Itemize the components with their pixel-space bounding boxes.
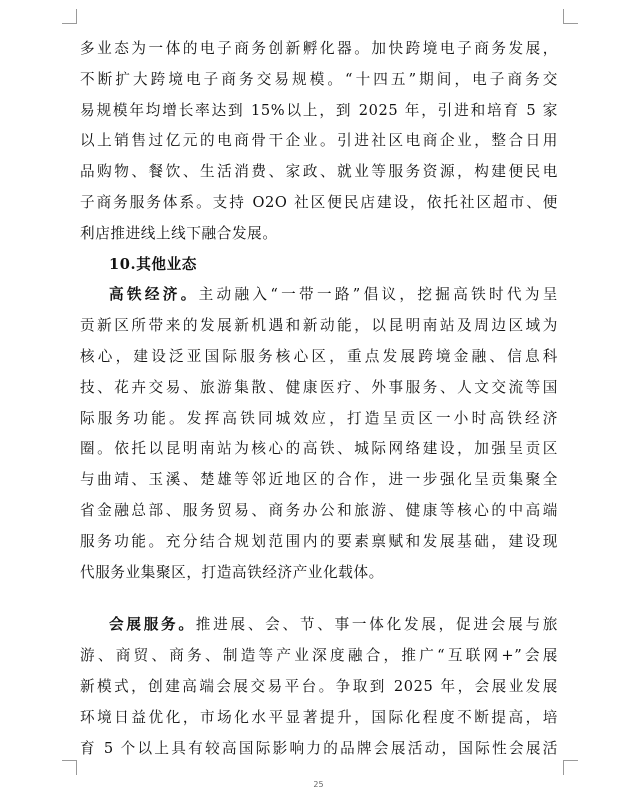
paragraph-line: 际服务功能。发挥高铁同城效应，打造呈贡区一小时高铁经济	[80, 409, 558, 427]
paragraph-line: 核心，建设泛亚国际服务核心区，重点发展跨境金融、信息科	[80, 347, 558, 365]
paragraph-line: 贡新区所带来的发展新机遇和新动能，以昆明南站及周边区域为	[80, 317, 558, 335]
paragraph-line: 新模式，创建高端会展交易平台。争取到 2025 年，会展业发展	[80, 677, 558, 695]
paragraph-line: 子商务服务体系。支持 O2O 社区便民店建设，依托社区超市、便	[80, 193, 558, 211]
paragraph-line: 省金融总部、服务贸易、商务办公和旅游、健康等核心的中高端	[80, 501, 558, 519]
paragraph-line: 圈。依托以昆明南站为核心的高铁、城际网络建设，加强呈贡区	[80, 440, 558, 458]
paragraph-line: 环境日益优化，市场化水平显著提升，国际化程度不断提高，培	[80, 708, 558, 726]
exhibition-first-text: 推进展、会、节、事一体化发展，促进会展与旅	[195, 616, 558, 634]
paragraph-line: 以上销售过亿元的电商骨干企业。引进社区电商企业，整合日用	[80, 132, 558, 150]
paragraph-line: 与曲靖、玉溪、楚雄等邻近地区的合作，进一步强化呈贡集聚全	[80, 471, 558, 489]
crop-mark-bottom-left	[62, 760, 77, 775]
paragraph-line: 多业态为一体的电子商务创新孵化器。加快跨境电子商务发展，	[80, 40, 558, 57]
crop-mark-top-right	[563, 9, 578, 24]
high-speed-first-line	[80, 280, 558, 311]
paragraph-line: 品购物、餐饮、生活消费、家政、就业等服务资源，构建便民电	[80, 163, 558, 181]
paragraph-line: 服务功能。充分结合规划范围内的要素禀赋和发展基础，建设现	[80, 532, 558, 550]
high-speed-label: 高铁经济。	[109, 286, 199, 304]
crop-mark-top-left	[62, 9, 77, 24]
paragraph-line: 易规模年均增长率达到 15%以上，到 2025 年，引进和培育 5 家	[80, 101, 558, 119]
high-speed-first-text: 主动融入“一带一路”倡议，挖掘高铁时代为呈	[198, 286, 558, 304]
paragraph-line: 不断扩大跨境电子商务交易规模。“十四五”期间，电子商务交	[80, 70, 558, 88]
section-heading: 10.其他业态	[109, 255, 197, 273]
paragraph-line: 技、花卉交易、旅游集散、健康医疗、外事服务、人文交流等国	[80, 378, 558, 396]
exhibition-label: 会展服务。	[109, 616, 196, 634]
page-number: 25	[313, 780, 324, 789]
paragraph-line: 利店推进线上线下融合发展。	[80, 224, 278, 242]
paragraph-line: 育 5 个以上具有较高国际影响力的品牌会展活动，国际性会展活	[80, 739, 558, 757]
crop-mark-bottom-right	[563, 760, 578, 775]
paragraph-gap	[80, 588, 558, 610]
body-text	[80, 34, 558, 764]
paragraph-line: 游、商贸、商务、制造等产业深度融合，推广“互联网+”会展	[80, 647, 558, 665]
paragraph-line: 代服务业集聚区，打造高铁经济产业化载体。	[80, 563, 384, 581]
exhibition-first-line	[80, 610, 558, 641]
